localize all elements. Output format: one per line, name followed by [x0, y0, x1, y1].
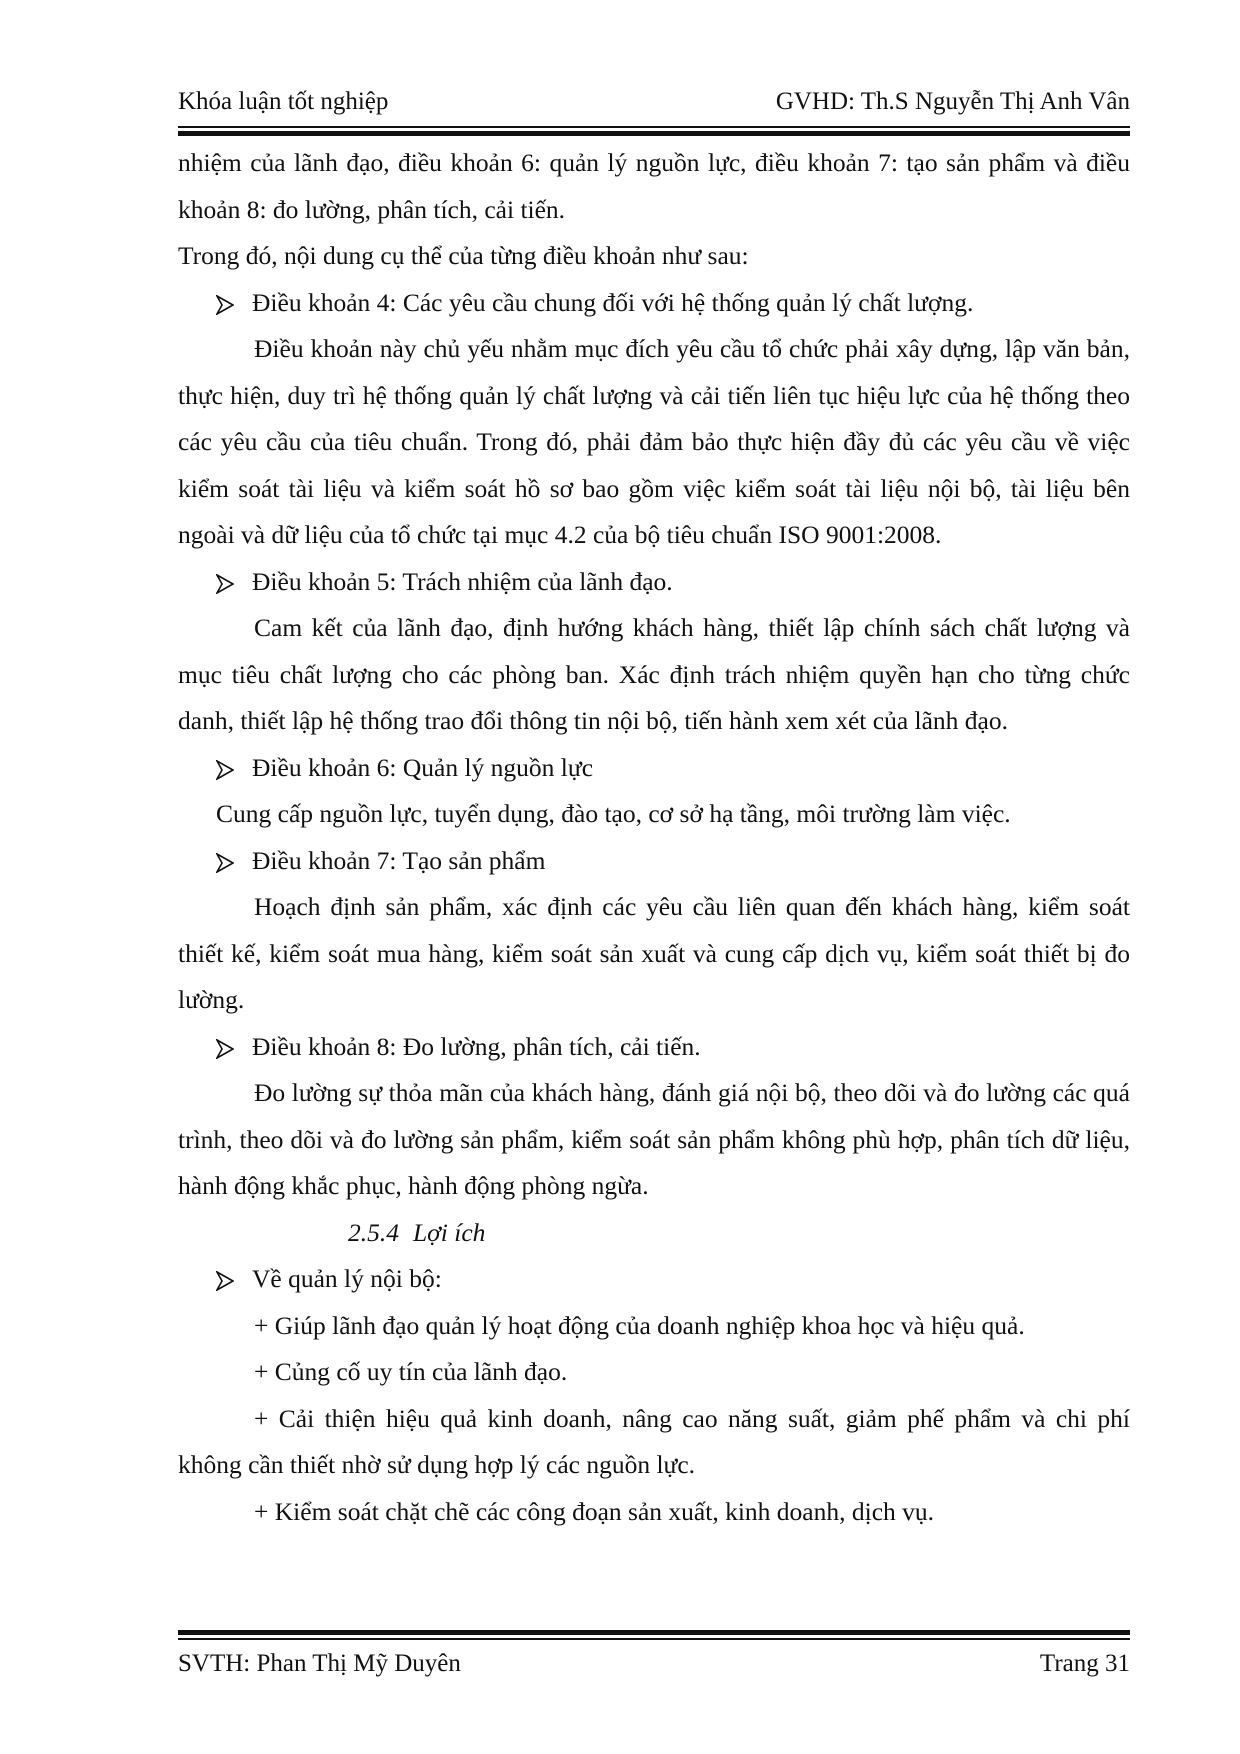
bullet-clause-7	[178, 838, 1130, 885]
bullet-text: Điều khoản 8: Đo lường, phân tích, cải tiến.	[252, 1031, 701, 1061]
bullet-text: Điều khoản 5: Trách nhiệm của lãnh đạo.	[252, 566, 673, 596]
arrow-bullet-icon	[216, 280, 246, 327]
paragraph-clause-4: Điều khoản này chủ yếu nhằm mục đích yêu cầu tổ chức phải xây dựng, lập văn bản, thực hiện, duy trì hệ thống quản lý chất lượng và cải tiến liên tục hiệu lực của hệ thống theo các yêu cầu của tiêu chuẩn. Trong đó, phải đảm bảo thực hiện đầy đủ các yêu cầu về việc kiểm soát tài liệu và kiểm soát hồ sơ bao gồm việc kiểm soát tài liệu nội bộ, tài liệu bên ngoài và dữ liệu của tổ chức tại mục 4.2 của bộ tiêu chuẩn ISO 9001:2008.	[178, 334, 1130, 549]
paragraph-intro: nhiệm của lãnh đạo, điều khoản 6: quản lý nguồn lực, điều khoản 7: tạo sản phẩm và điều khoản 8: đo lường, phân tích, cải tiến.	[178, 148, 1130, 224]
arrow-bullet-icon	[216, 1256, 246, 1303]
page-header	[178, 88, 1130, 128]
header-supervisor: GVHD: Th.S Nguyễn Thị Anh Vân	[775, 88, 1130, 115]
plus-item: + Củng cố uy tín của lãnh đạo.	[254, 1357, 568, 1386]
plus-item: + Giúp lãnh đạo quản lý hoạt động của doanh nghiệp khoa học và hiệu quả.	[254, 1310, 1025, 1340]
section-heading-benefits	[178, 1210, 1130, 1257]
footer-rule-thick	[178, 1630, 1130, 1635]
bullet-clause-5	[178, 559, 1130, 606]
page-number: Trang 31	[1039, 1650, 1130, 1677]
paragraph-clause-5: Cam kết của lãnh đạo, định hướng khách hàng, thiết lập chính sách chất lượng và mục tiêu chất lượng cho các phòng ban. Xác định trách nhiệm quyền hạn cho từng chức danh, thiết lập hệ thống trao đổi thông tin nội bộ, tiến hành xem xét của lãnh đạo.	[178, 613, 1130, 735]
bullet-clause-6	[178, 745, 1130, 792]
page-body	[178, 140, 1130, 1535]
bullet-text: Về quản lý nội bộ:	[252, 1264, 442, 1293]
footer-rule-thin	[178, 1638, 1130, 1640]
arrow-bullet-icon	[216, 838, 246, 885]
bullet-text: Điều khoản 4: Các yêu cầu chung đối với hệ thống quản lý chất lượng.	[252, 287, 974, 317]
bullet-clause-4	[178, 280, 1130, 327]
header-title: Khóa luận tốt nghiệp	[178, 88, 389, 115]
bullet-internal-management	[178, 1256, 1130, 1303]
paragraph-clause-7: Hoạch định sản phẩm, xác định các yêu cầu liên quan đến khách hàng, kiểm soát thiết kế, kiểm soát mua hàng, kiểm soát sản xuất và cung cấp dịch vụ, kiểm soát thiết bị đo lường.	[178, 892, 1130, 1014]
section-number: 2.5.4	[348, 1217, 399, 1247]
bullet-clause-8	[178, 1024, 1130, 1071]
paragraph-clause-6: Cung cấp nguồn lực, tuyển dụng, đào tạo, cơ sở hạ tầng, môi trường làm việc.	[216, 799, 1011, 828]
bullet-text: Điều khoản 6: Quản lý nguồn lực	[252, 752, 594, 782]
section-title: Lợi ích	[413, 1217, 486, 1247]
plus-item: + Kiểm soát chặt chẽ các công đoạn sản xuất, kinh doanh, dịch vụ.	[254, 1496, 935, 1526]
arrow-bullet-icon	[216, 1024, 246, 1071]
plus-item: + Cải thiện hiệu quả kinh doanh, nâng cao năng suất, giảm phế phẩm và chi phí không cần thiết nhờ sử dụng hợp lý các nguồn lực.	[178, 1403, 1130, 1479]
header-rule-thin	[178, 126, 1130, 128]
bullet-text: Điều khoản 7: Tạo sản phẩm	[252, 845, 546, 875]
arrow-bullet-icon	[216, 559, 246, 606]
paragraph-clause-8: Đo lường sự thỏa mãn của khách hàng, đánh giá nội bộ, theo dõi và đo lường các quá trình, theo dõi và đo lường sản phẩm, kiểm soát sản phẩm không phù hợp, phân tích dữ liệu, hành động khắc phục, hành động phòng ngừa.	[178, 1078, 1130, 1200]
header-rule-thick	[178, 131, 1130, 136]
arrow-bullet-icon	[216, 745, 246, 792]
footer-author: SVTH: Phan Thị Mỹ Duyên	[178, 1650, 461, 1677]
page-footer	[178, 1650, 1130, 1690]
paragraph-lead: Trong đó, nội dung cụ thể của từng điều khoản như sau:	[178, 241, 749, 270]
